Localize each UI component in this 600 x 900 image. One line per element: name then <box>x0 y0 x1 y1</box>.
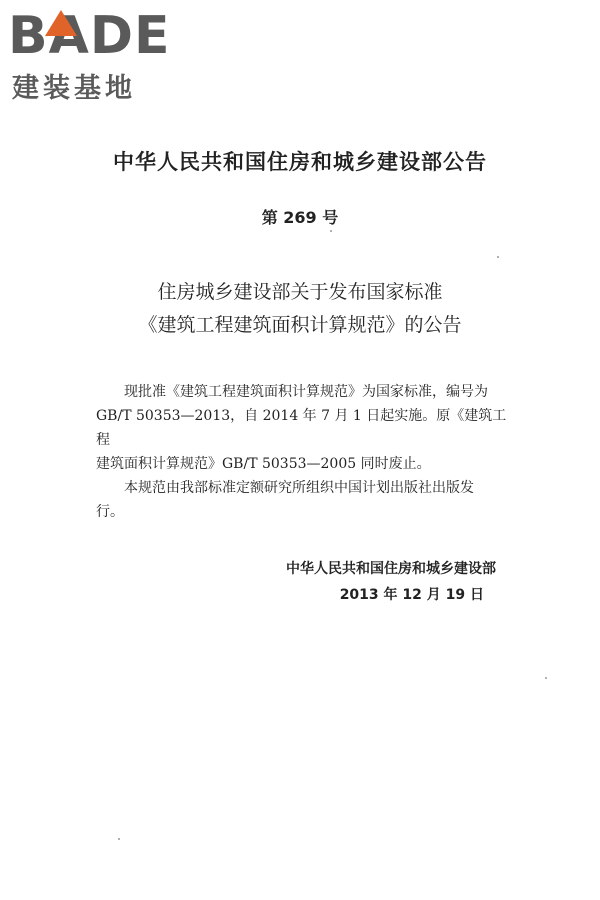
notice-subject <box>0 276 600 342</box>
signer-name: 中华人民共和国住房和城乡建设部 <box>286 561 496 577</box>
paragraph-1-line-3: 建筑面积计算规范》GB/T 50353—2005 同时废止。 <box>96 456 431 472</box>
notice-number: 第 269 号 <box>261 208 339 227</box>
paragraph-1-line-1: 现批准《建筑工程建筑面积计算规范》为国家标准，编号为 <box>124 384 488 400</box>
issue-date: 2013 年 12 月 19 日 <box>339 587 484 603</box>
scan-speck <box>118 838 120 840</box>
bade-logo <box>8 6 178 104</box>
paragraph-1-line-2: GB/T 50353—2013，自 2014 年 7 月 1 日起实施。原《建筑工程 <box>96 408 507 448</box>
subject-line-2: 《建筑工程建筑面积计算规范》的公告 <box>138 314 462 336</box>
paragraph-2-line-1: 本规范由我部标准定额研究所组织中国计划出版社出版发 <box>124 480 474 496</box>
logo-subtitle: 建装基地 <box>12 73 136 104</box>
notice-body <box>96 380 516 524</box>
scan-speck <box>330 230 332 232</box>
paragraph-2-line-2: 行。 <box>96 504 124 520</box>
subject-line-1: 住房城乡建设部关于发布国家标准 <box>157 281 443 303</box>
logo-accent-triangle <box>45 10 77 36</box>
signature-block <box>286 556 496 608</box>
issuer-title: 中华人民共和国住房和城乡建设部公告 <box>113 150 487 174</box>
scan-speck <box>497 256 499 258</box>
scan-speck <box>545 677 547 679</box>
logo-wordmark: BADE <box>8 6 171 66</box>
